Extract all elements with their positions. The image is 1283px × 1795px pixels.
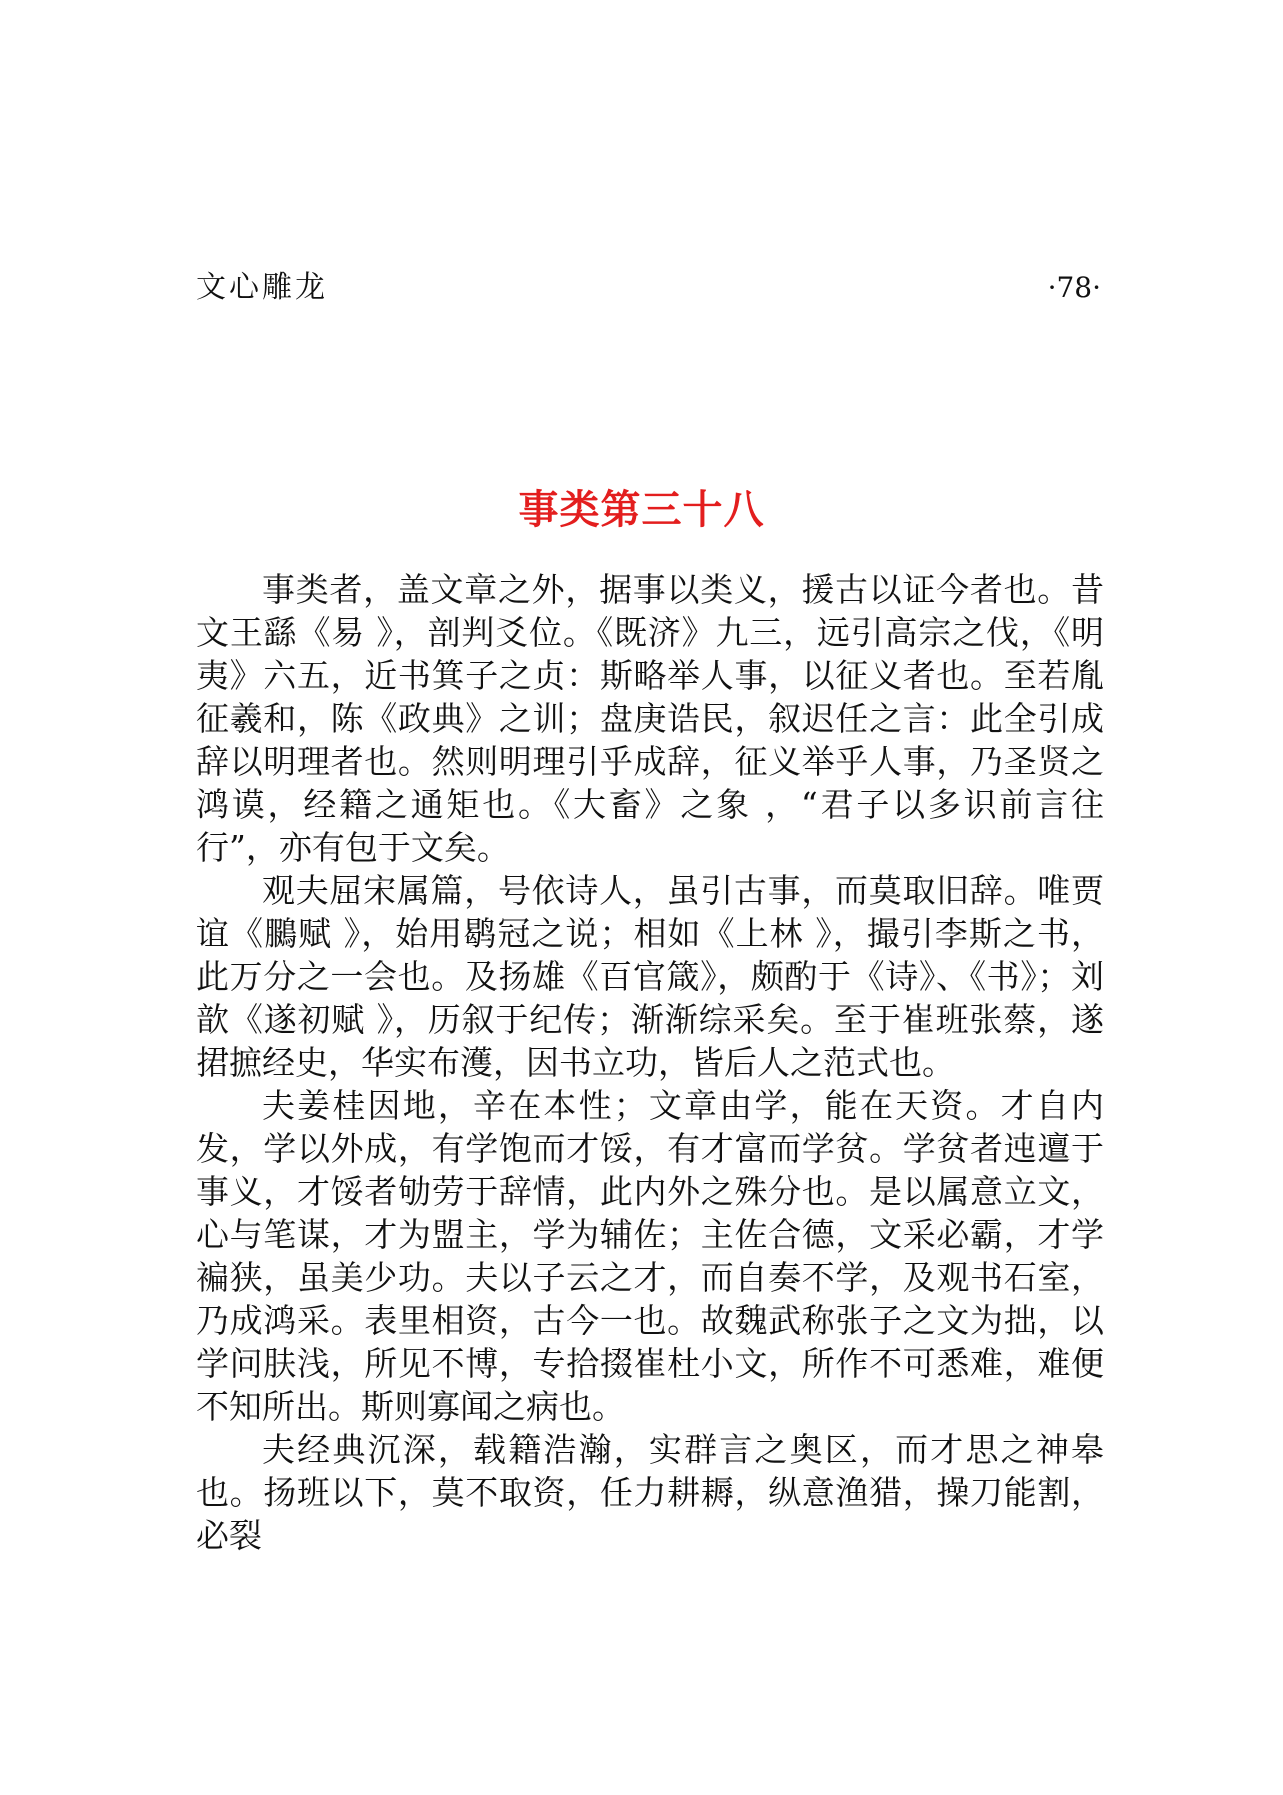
body-text — [196, 568, 1104, 1557]
book-title: 文心雕龙 — [196, 270, 328, 305]
paragraph: 事类者，盖文章之外，据事以类义，援古以证今者也。昔文王繇《易 》，剖判爻位。《既济》九三，远引高宗之伐，《明夷》六五，近书箕子之贞：斯略举人事，以征义者也。至若胤征羲和，陈《政典》之训；盘庚诰民，叙迟任之言：此全引成辞以明理者也。然则明理引乎成辞，征义举乎人事，乃圣贤之鸿谟，经籍之通矩也。《大畜》之象 ，“君子以多识前言往行”，亦有包于文矣。 — [196, 570, 1104, 867]
paragraph: 夫姜桂因地，辛在本性；文章由学，能在天资。才自内发，学以外成，有学饱而才馁，有才富而学贫。学贫者迍邅于事义，才馁者劬劳于辞情，此内外之殊分也。是以属意立文，心与笔谋，才为盟主，学为辅佐；主佐合德，文采必霸，才学褊狭，虽美少功。夫以子云之才，而自奏不学，及观书石室，乃成鸿采。表里相资，古今一也。故魏武称张子之文为拙，以学问肤浅，所见不博，专拾掇崔杜小文，所作不可悉难，难便不知所出。斯则寡闻之病也。 — [196, 1086, 1104, 1426]
chapter-title: 事类第三十八 — [518, 486, 765, 533]
running-header — [196, 268, 1101, 308]
page-number: ·78· — [1047, 271, 1101, 304]
paragraph: 夫经典沉深，载籍浩瀚，实群言之奥区，而才思之神皋也。扬班以下，莫不取资，任力耕耨，纵意渔猎，操刀能割，必裂 — [196, 1430, 1104, 1555]
paragraph: 观夫屈宋属篇，号依诗人，虽引古事，而莫取旧辞。唯贾谊《鵩赋 》，始用鹖冠之说；相如《上林 》，撮引李斯之书，此万分之一会也。及扬雄《百官箴》，颇酌于《诗》、《书》；刘歆《遂初赋 》，历叙于纪传；渐渐综采矣。至于崔班张蔡，遂捃摭经史，华实布濩，因书立功，皆后人之范式也。 — [196, 871, 1104, 1082]
